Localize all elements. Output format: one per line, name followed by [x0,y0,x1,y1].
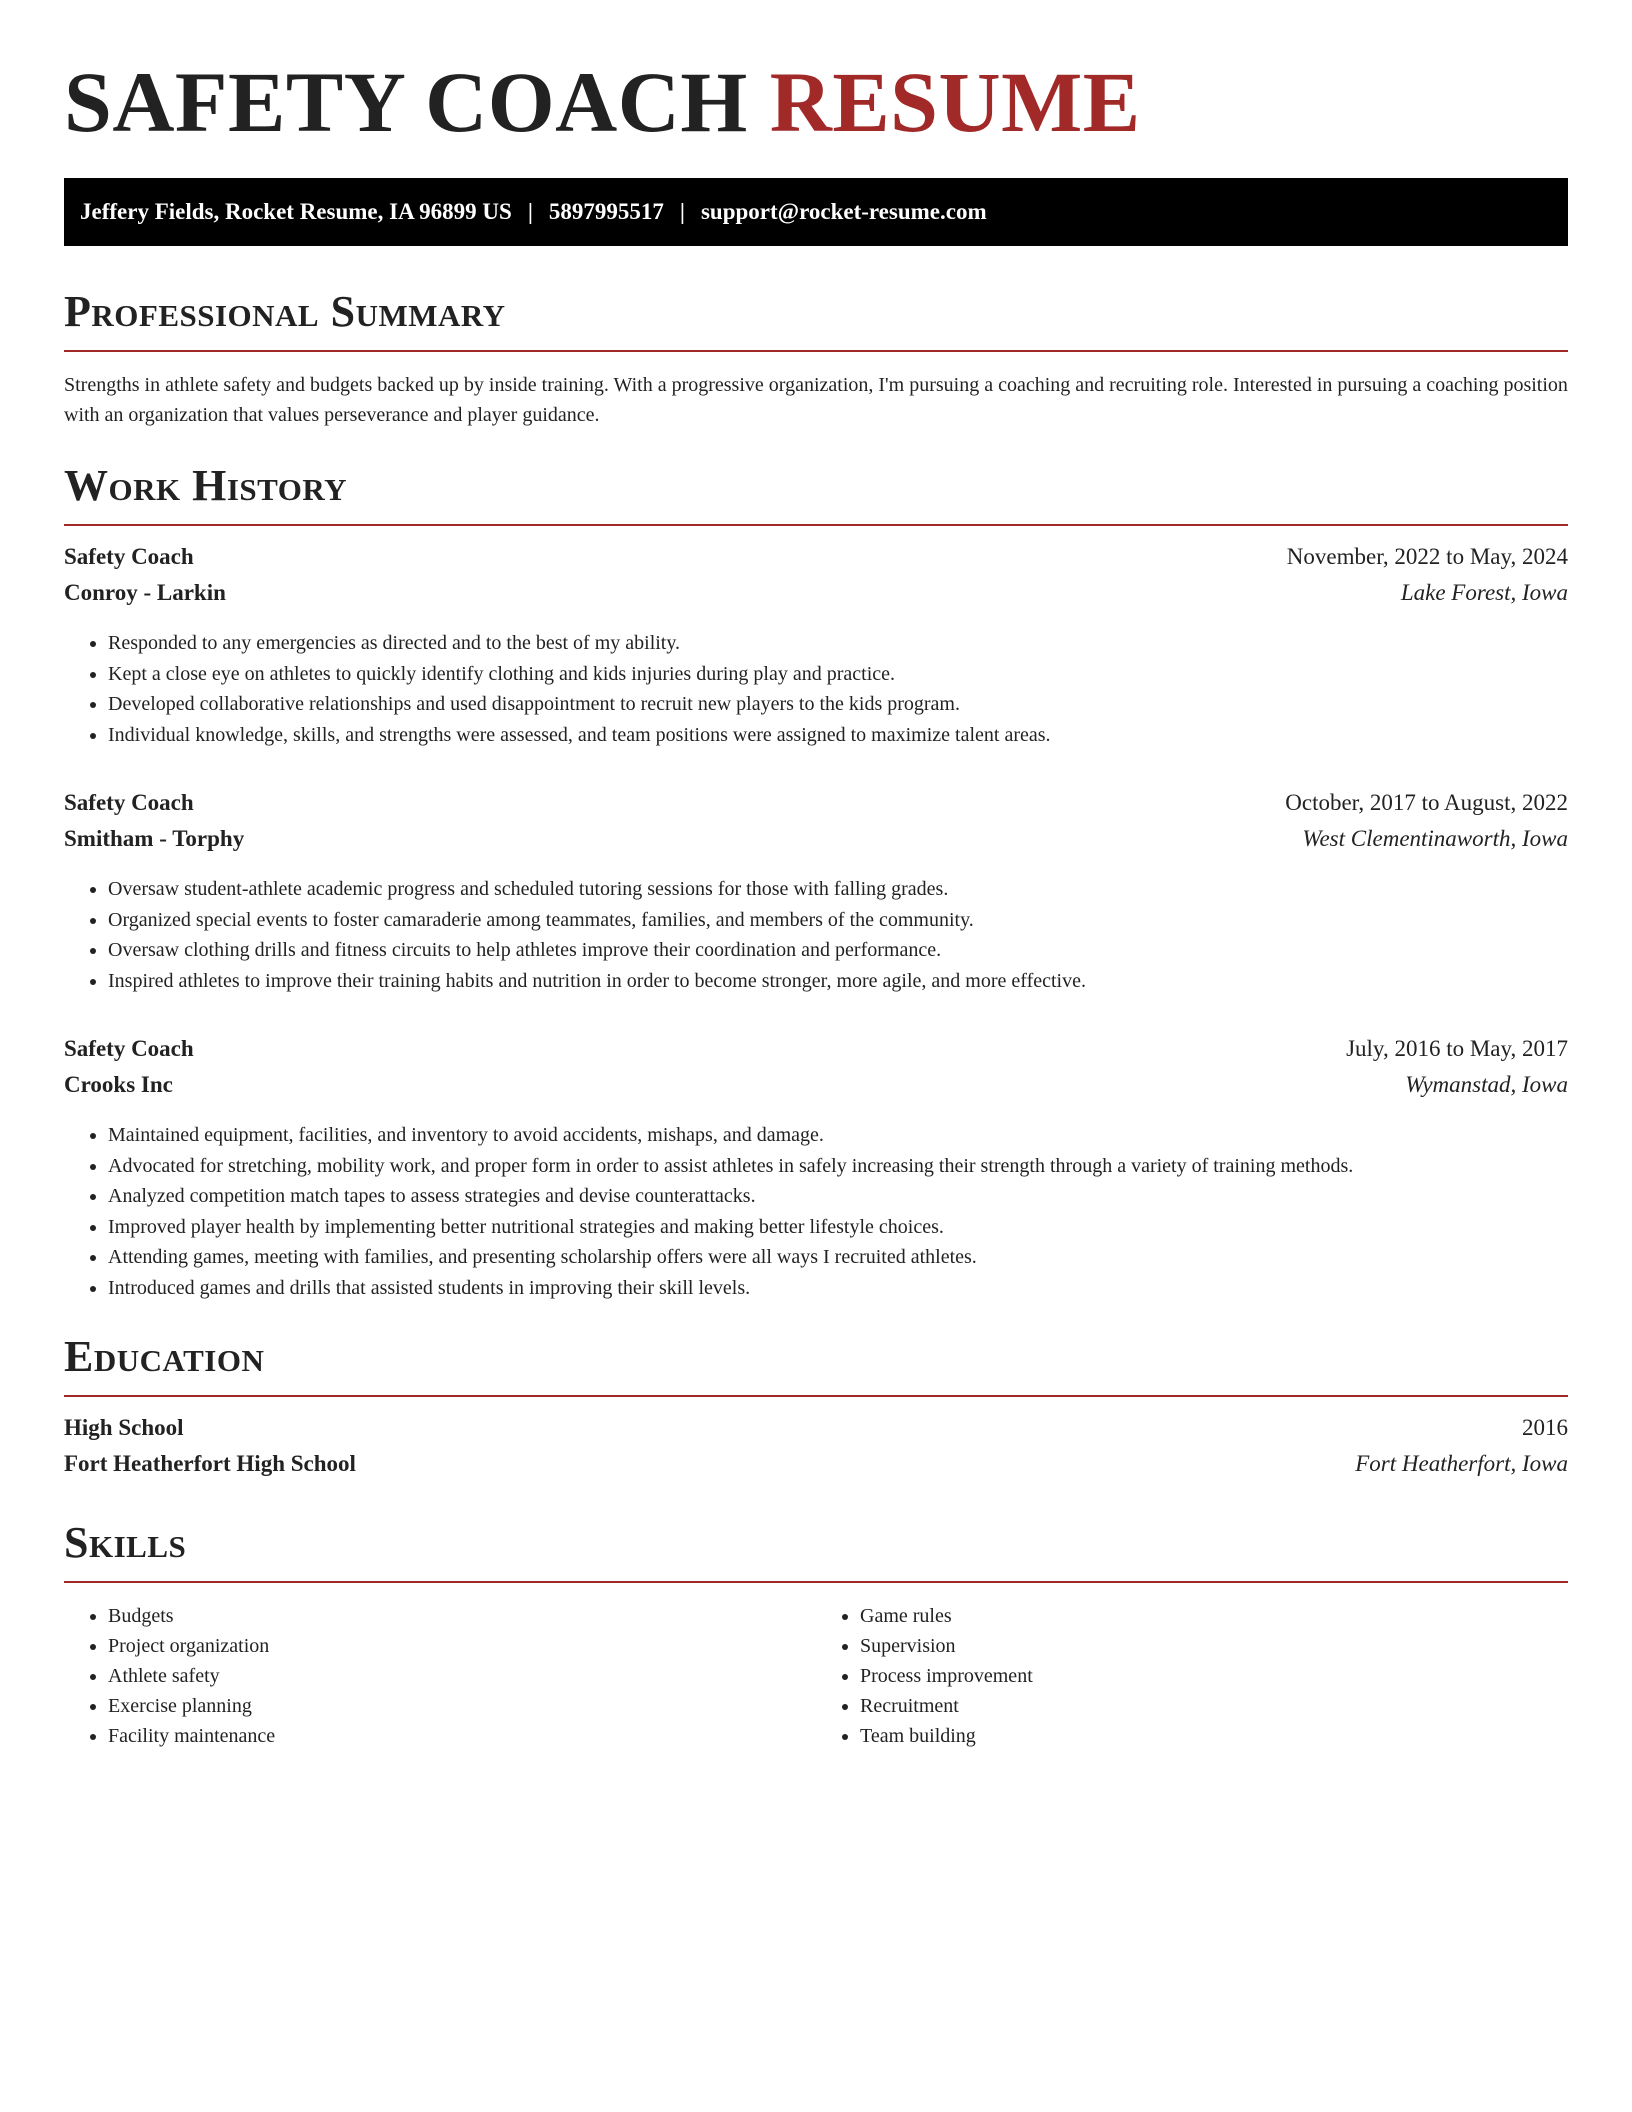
summary-section [64,286,1568,430]
skill-item: • Team building [860,1721,1568,1751]
job-dates: July, 2016 to May, 2017 [1346,1036,1568,1061]
section-divider [64,350,1568,352]
job-bullet: • Improved player health by implementing better nutritional strategies and making better lifestyle choices. [108,1212,1568,1243]
job-bullets [64,874,1568,996]
skill-item: • Supervision [860,1631,1568,1661]
job-dates: October, 2017 to August, 2022 [1285,790,1568,815]
skill-item: • Recruitment [860,1691,1568,1721]
skill-item: • Process improvement [860,1661,1568,1691]
skill-item: • Game rules [860,1601,1568,1631]
skill-item: • Budgets [108,1601,816,1631]
job-bullet: • Advocated for stretching, mobility work, and proper form in order to assist athletes in safely increasing their strength through a variety of training methods. [108,1151,1568,1182]
job-bullet: • Responded to any emergencies as directed and to the best of my ability. [108,628,1568,659]
skill-item: • Facility maintenance [108,1721,816,1751]
contact-email: support@rocket-resume.com [700,199,987,224]
job-bullet: • Introduced games and drills that assisted students in improving their skill levels. [108,1273,1568,1304]
job-bullet: • Individual knowledge, skills, and strengths were assessed, and team positions were assigned to maximize talent areas. [108,720,1568,751]
skills-heading: Skills [64,1518,187,1567]
job-bullets [64,628,1568,750]
job-dates: November, 2022 to May, 2024 [1286,544,1568,569]
job-title: Safety Coach [64,544,194,569]
page-title [64,52,1568,152]
job-bullet: • Developed collaborative relationships and used disappointment to recruit new players to the kids program. [108,689,1568,720]
education-year: 2016 [1522,1415,1568,1440]
work-history-section [64,460,1568,1303]
job-entry [64,544,1568,750]
education-school: Fort Heatherfort High School [64,1451,356,1476]
job-bullet: • Inspired athletes to improve their training habits and nutrition in order to become stronger, more agile, and more effective. [108,966,1568,997]
title-accent: RESUME [769,54,1141,150]
job-bullets [64,1120,1568,1303]
education-location: Fort Heatherfort, Iowa [1355,1451,1568,1476]
contact-separator: | [679,199,685,224]
contact-bar [64,178,1568,246]
skills-list-right [816,1601,1568,1751]
job-bullet: • Oversaw student-athlete academic progress and scheduled tutoring sessions for those with falling grades. [108,874,1568,905]
summary-text: Strengths in athlete safety and budgets backed up by inside training. With a progressive organization, I'm pursuing a coaching and recruiting role. Interested in pursuing a coaching position with an organization that values perseverance and player guidance. [64,374,1568,426]
job-bullet: • Oversaw clothing drills and fitness circuits to help athletes improve their coordination and performance. [108,935,1568,966]
job-company: Conroy - Larkin [64,580,226,605]
skill-item: • Project organization [108,1631,816,1661]
summary-heading: Professional Summary [64,287,506,336]
job-entry [64,1036,1568,1303]
contact-address: Jeffery Fields, Rocket Resume, IA 96899 US [80,199,512,224]
section-divider [64,1581,1568,1583]
job-company: Crooks Inc [64,1072,173,1097]
job-bullet: • Attending games, meeting with families, and presenting scholarship offers were all ways I recruited athletes. [108,1242,1568,1273]
job-bullet: • Organized special events to foster camaraderie among teammates, families, and members of the community. [108,905,1568,936]
skill-item: • Exercise planning [108,1691,816,1721]
skills-columns [64,1601,1568,1751]
job-bullet: • Maintained equipment, facilities, and inventory to avoid accidents, mishaps, and damage. [108,1120,1568,1151]
job-location: Wymanstad, Iowa [1405,1072,1568,1097]
skills-list-left [64,1601,816,1751]
job-entry [64,790,1568,996]
section-divider [64,524,1568,526]
job-title: Safety Coach [64,1036,194,1061]
job-location: Lake Forest, Iowa [1400,580,1568,605]
education-heading: Education [64,1332,265,1381]
skill-item: • Athlete safety [108,1661,816,1691]
contact-separator: | [527,199,533,224]
education-section [64,1331,1568,1487]
job-bullet: • Analyzed competition match tapes to assess strategies and devise counterattacks. [108,1181,1568,1212]
title-main: SAFETY COACH [64,54,748,150]
job-title: Safety Coach [64,790,194,815]
contact-phone: 5897995517 [548,199,664,224]
work-history-heading: Work History [64,461,348,510]
job-company: Smitham - Torphy [64,826,245,851]
section-divider [64,1395,1568,1397]
job-location: West Clementinaworth, Iowa [1302,826,1568,851]
skills-section [64,1517,1568,1751]
education-degree: High School [64,1415,184,1440]
job-bullet: • Kept a close eye on athletes to quickly identify clothing and kids injuries during play and practice. [108,659,1568,690]
